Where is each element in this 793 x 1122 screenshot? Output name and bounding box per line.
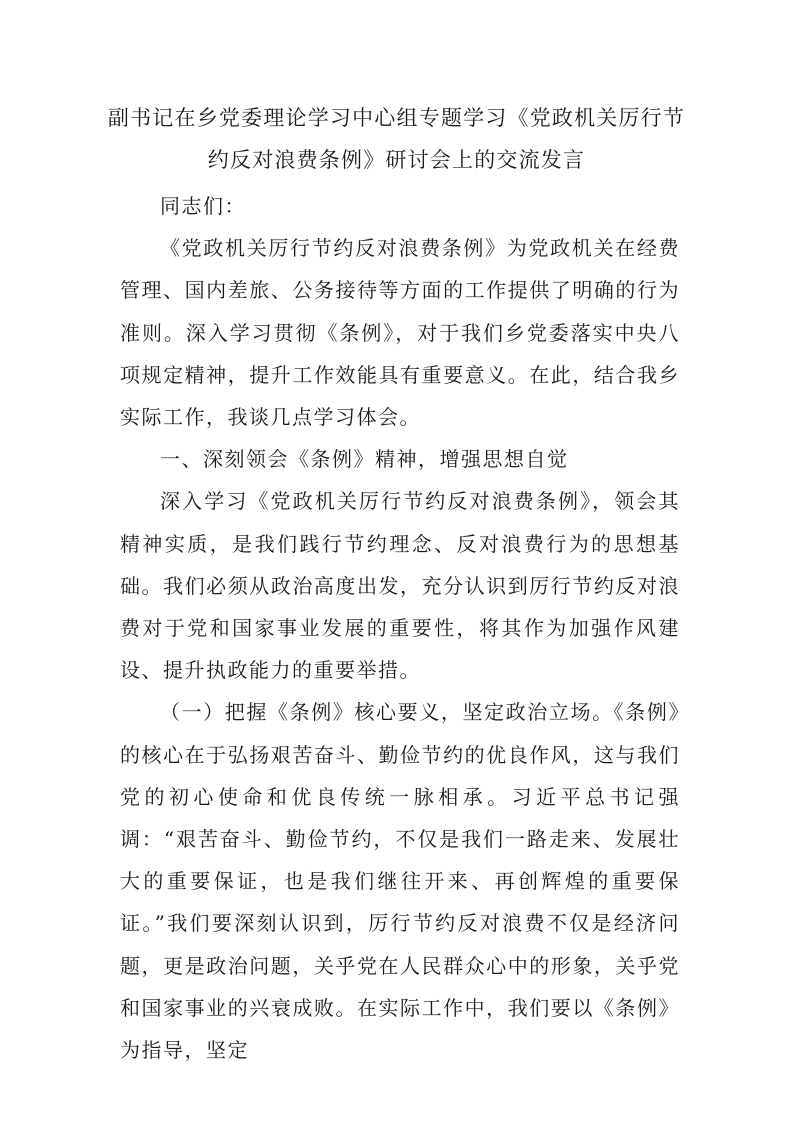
section-1-paragraph: 深入学习《党政机关厉行节约反对浪费条例》，领会其精神实质，是我们践行节约理念、反对浪费行为的思想基础。我们必须从政治高度出发，充分认识到厉行节约反对浪费对于党和国家事业发展的重要性，将其作为加强作风建设、提升执政能力的重要举措。 — [120, 489, 680, 683]
document-title-line-1: 副书记在乡党委理论学习中心组专题学习《党政机关厉行节 — [107, 106, 686, 130]
document-title-line-2: 约反对浪费条例》研讨会上的交流发言 — [207, 148, 586, 172]
salutation: 同志们： — [160, 194, 246, 218]
section-heading-1: 一、深刻领会《条例》精神，增强思想自觉 — [160, 447, 569, 472]
subsection-1-paragraph: （一）把握《条例》核心要义，坚定政治立场。《条例》的核心在于弘扬艰苦奋斗、勤俭节约的优良作风，这与我们党的初心使命和优良传统一脉相承。习近平总书记强调：“艰苦奋斗、勤俭节约，不仅是我们一路走来、发展壮大的重要保证，也是我们继往开来、再创辉煌的重要保证。”我们要深刻认识到，厉行节约反对浪费不仅是经济问题，更是政治问题，关乎党在人民群众心中的形象，关乎党和国家事业的兴衰成败。在实际工作中，我们要以《条例》为指导，坚定 — [120, 700, 680, 1063]
intro-paragraph: 《党政机关厉行节约反对浪费条例》为党政机关在经费管理、国内差旅、公务接待等方面的工作提供了明确的行为准则。深入学习贯彻《条例》，对于我们乡党委落实中央八项规定精神，提升工作效能具有重要意义。在此，结合我乡实际工作，我谈几点学习体会。 — [120, 236, 680, 430]
document-body — [120, 185, 680, 1071]
